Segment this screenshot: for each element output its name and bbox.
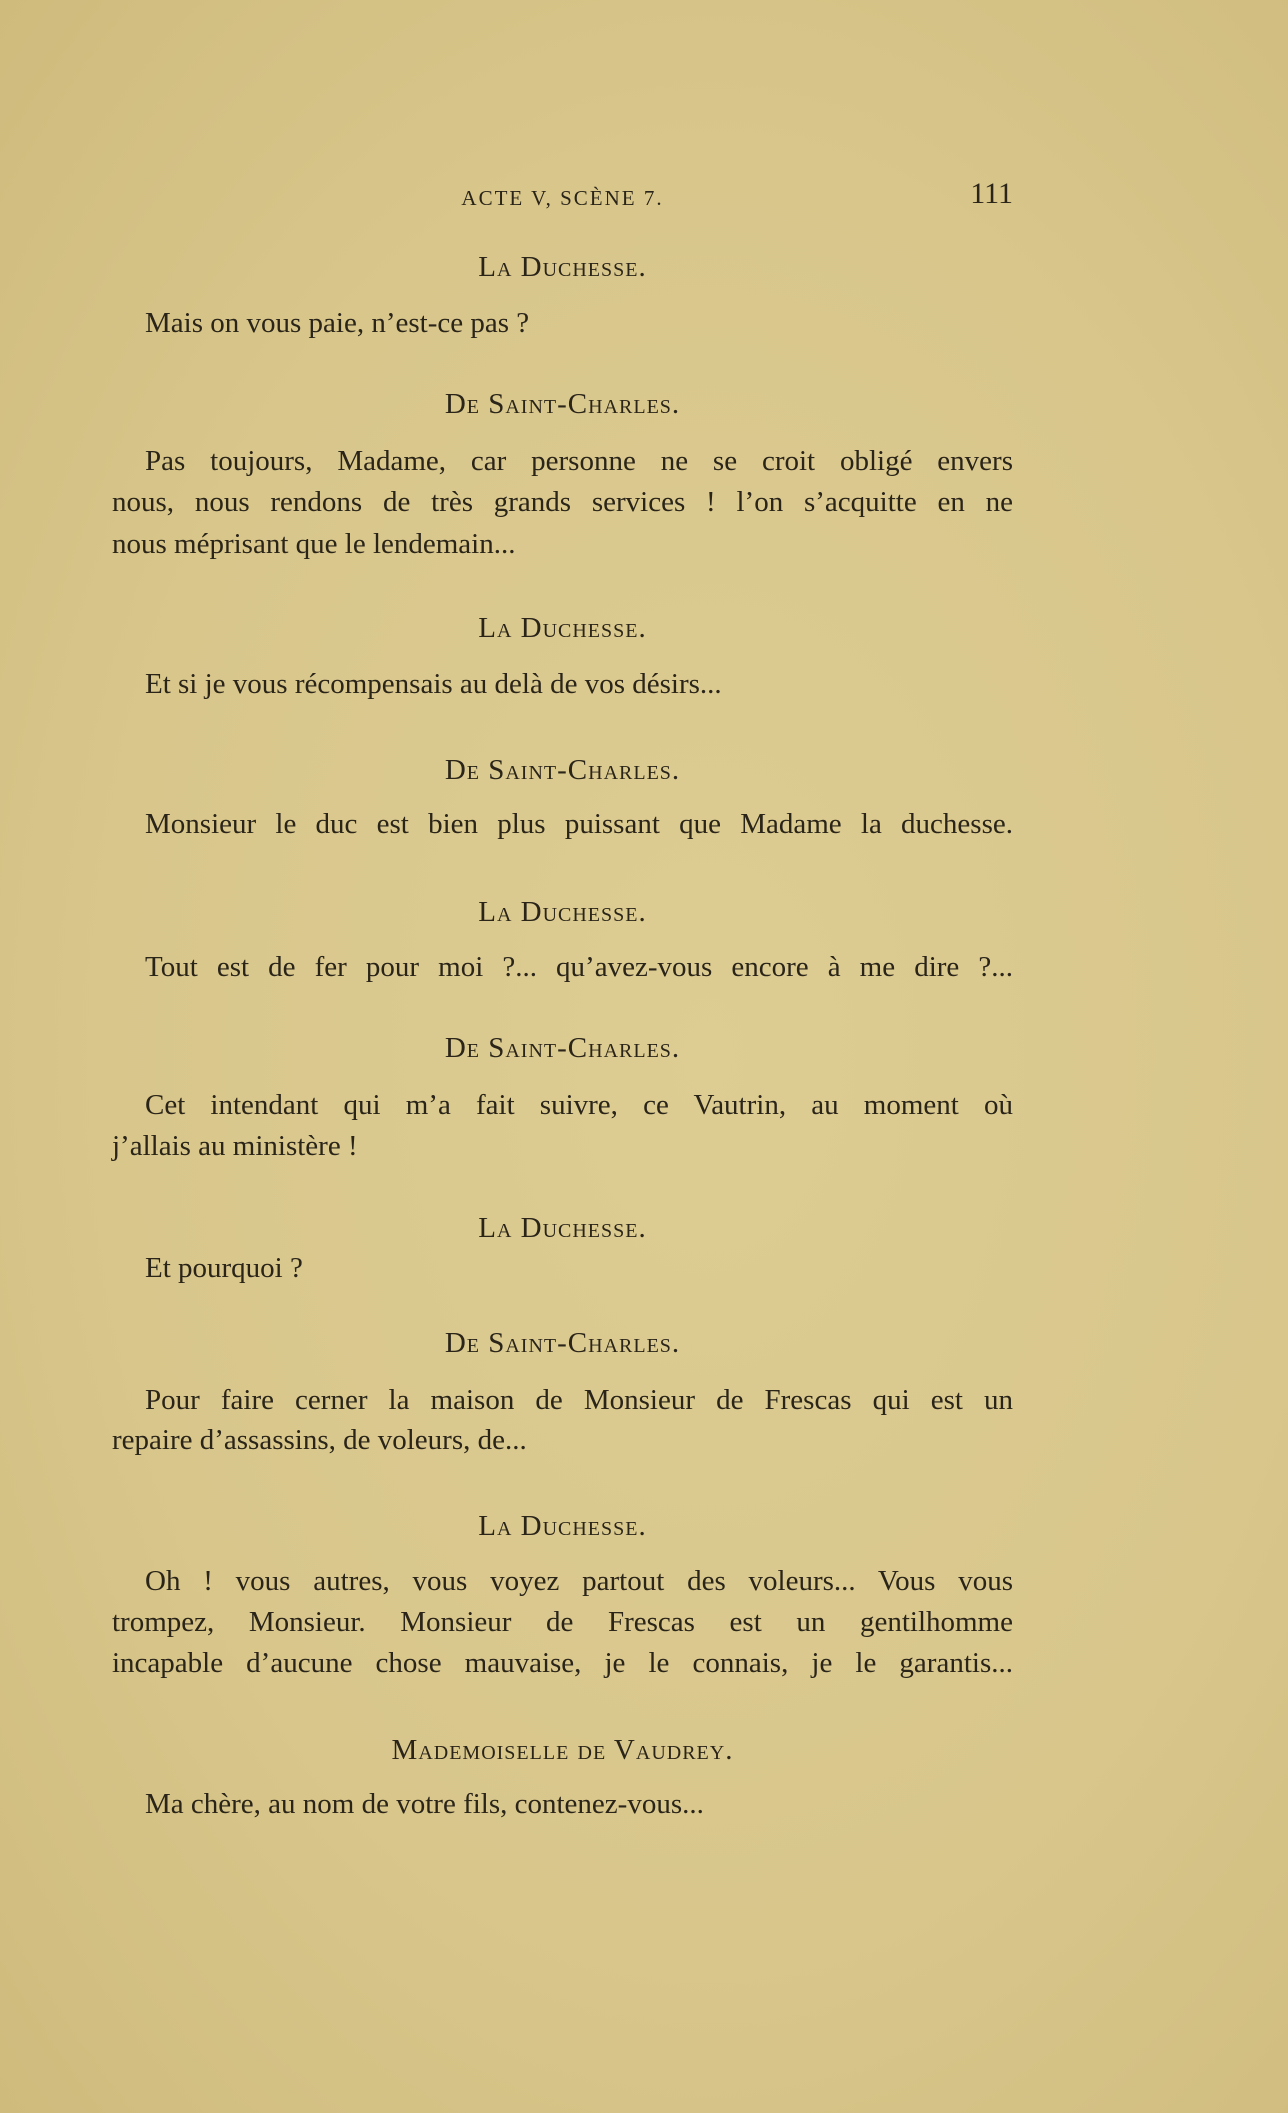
dialogue-line: Cet intendant qui m’a fait suivre, ce Vautrin, au moment où bbox=[145, 1089, 1013, 1121]
speaker-name: De Saint-Charles. bbox=[444, 754, 681, 786]
speaker-name: La Duchesse. bbox=[478, 1510, 647, 1542]
speaker-name: De Saint-Charles. bbox=[444, 388, 681, 420]
dialogue-line: Pas toujours, Madame, car personne ne se croit obligé envers bbox=[145, 445, 1013, 477]
page-number: 111 bbox=[970, 177, 1013, 210]
dialogue-line: Et pourquoi ? bbox=[145, 1252, 303, 1284]
dialogue-line: Mais on vous paie, n’est-ce pas ? bbox=[145, 307, 530, 339]
speaker-name: De Saint-Charles. bbox=[444, 1032, 681, 1064]
dialogue-line: j’allais au ministère ! bbox=[112, 1130, 358, 1162]
speaker-name: De Saint-Charles. bbox=[444, 1327, 681, 1359]
dialogue-line: Tout est de fer pour moi ?... qu’avez-vous encore à me dire ?... bbox=[145, 951, 1013, 983]
speaker-name: La Duchesse. bbox=[478, 896, 647, 928]
dialogue-line: trompez, Monsieur. Monsieur de Frescas est un gentilhomme bbox=[112, 1606, 1013, 1638]
dialogue-line: incapable d’aucune chose mauvaise, je le connais, je le garantis... bbox=[112, 1647, 1013, 1679]
dialogue-line: Et si je vous récompensais au delà de vos désirs... bbox=[145, 668, 722, 700]
dialogue-line: nous méprisant que le lendemain... bbox=[112, 528, 516, 560]
dialogue-line: Ma chère, au nom de votre fils, contenez-vous... bbox=[145, 1788, 704, 1820]
speaker-name: La Duchesse. bbox=[478, 612, 647, 644]
dialogue-line: Oh ! vous autres, vous voyez partout des voleurs... Vous vous bbox=[145, 1565, 1013, 1597]
speaker-name: La Duchesse. bbox=[478, 1212, 647, 1244]
speaker-name: La Duchesse. bbox=[478, 251, 647, 283]
dialogue-line: Monsieur le duc est bien plus puissant que Madame la duchesse. bbox=[145, 808, 1013, 840]
dialogue-line: repaire d’assassins, de voleurs, de... bbox=[112, 1424, 527, 1456]
dialogue-line: Pour faire cerner la maison de Monsieur de Frescas qui est un bbox=[145, 1384, 1013, 1416]
dialogue-line: nous, nous rendons de très grands services ! l’on s’acquitte en ne bbox=[112, 486, 1013, 518]
speaker-name: Mademoiselle de Vaudrey. bbox=[391, 1734, 734, 1766]
running-title: ACTE V, SCÈNE 7. bbox=[461, 186, 664, 210]
